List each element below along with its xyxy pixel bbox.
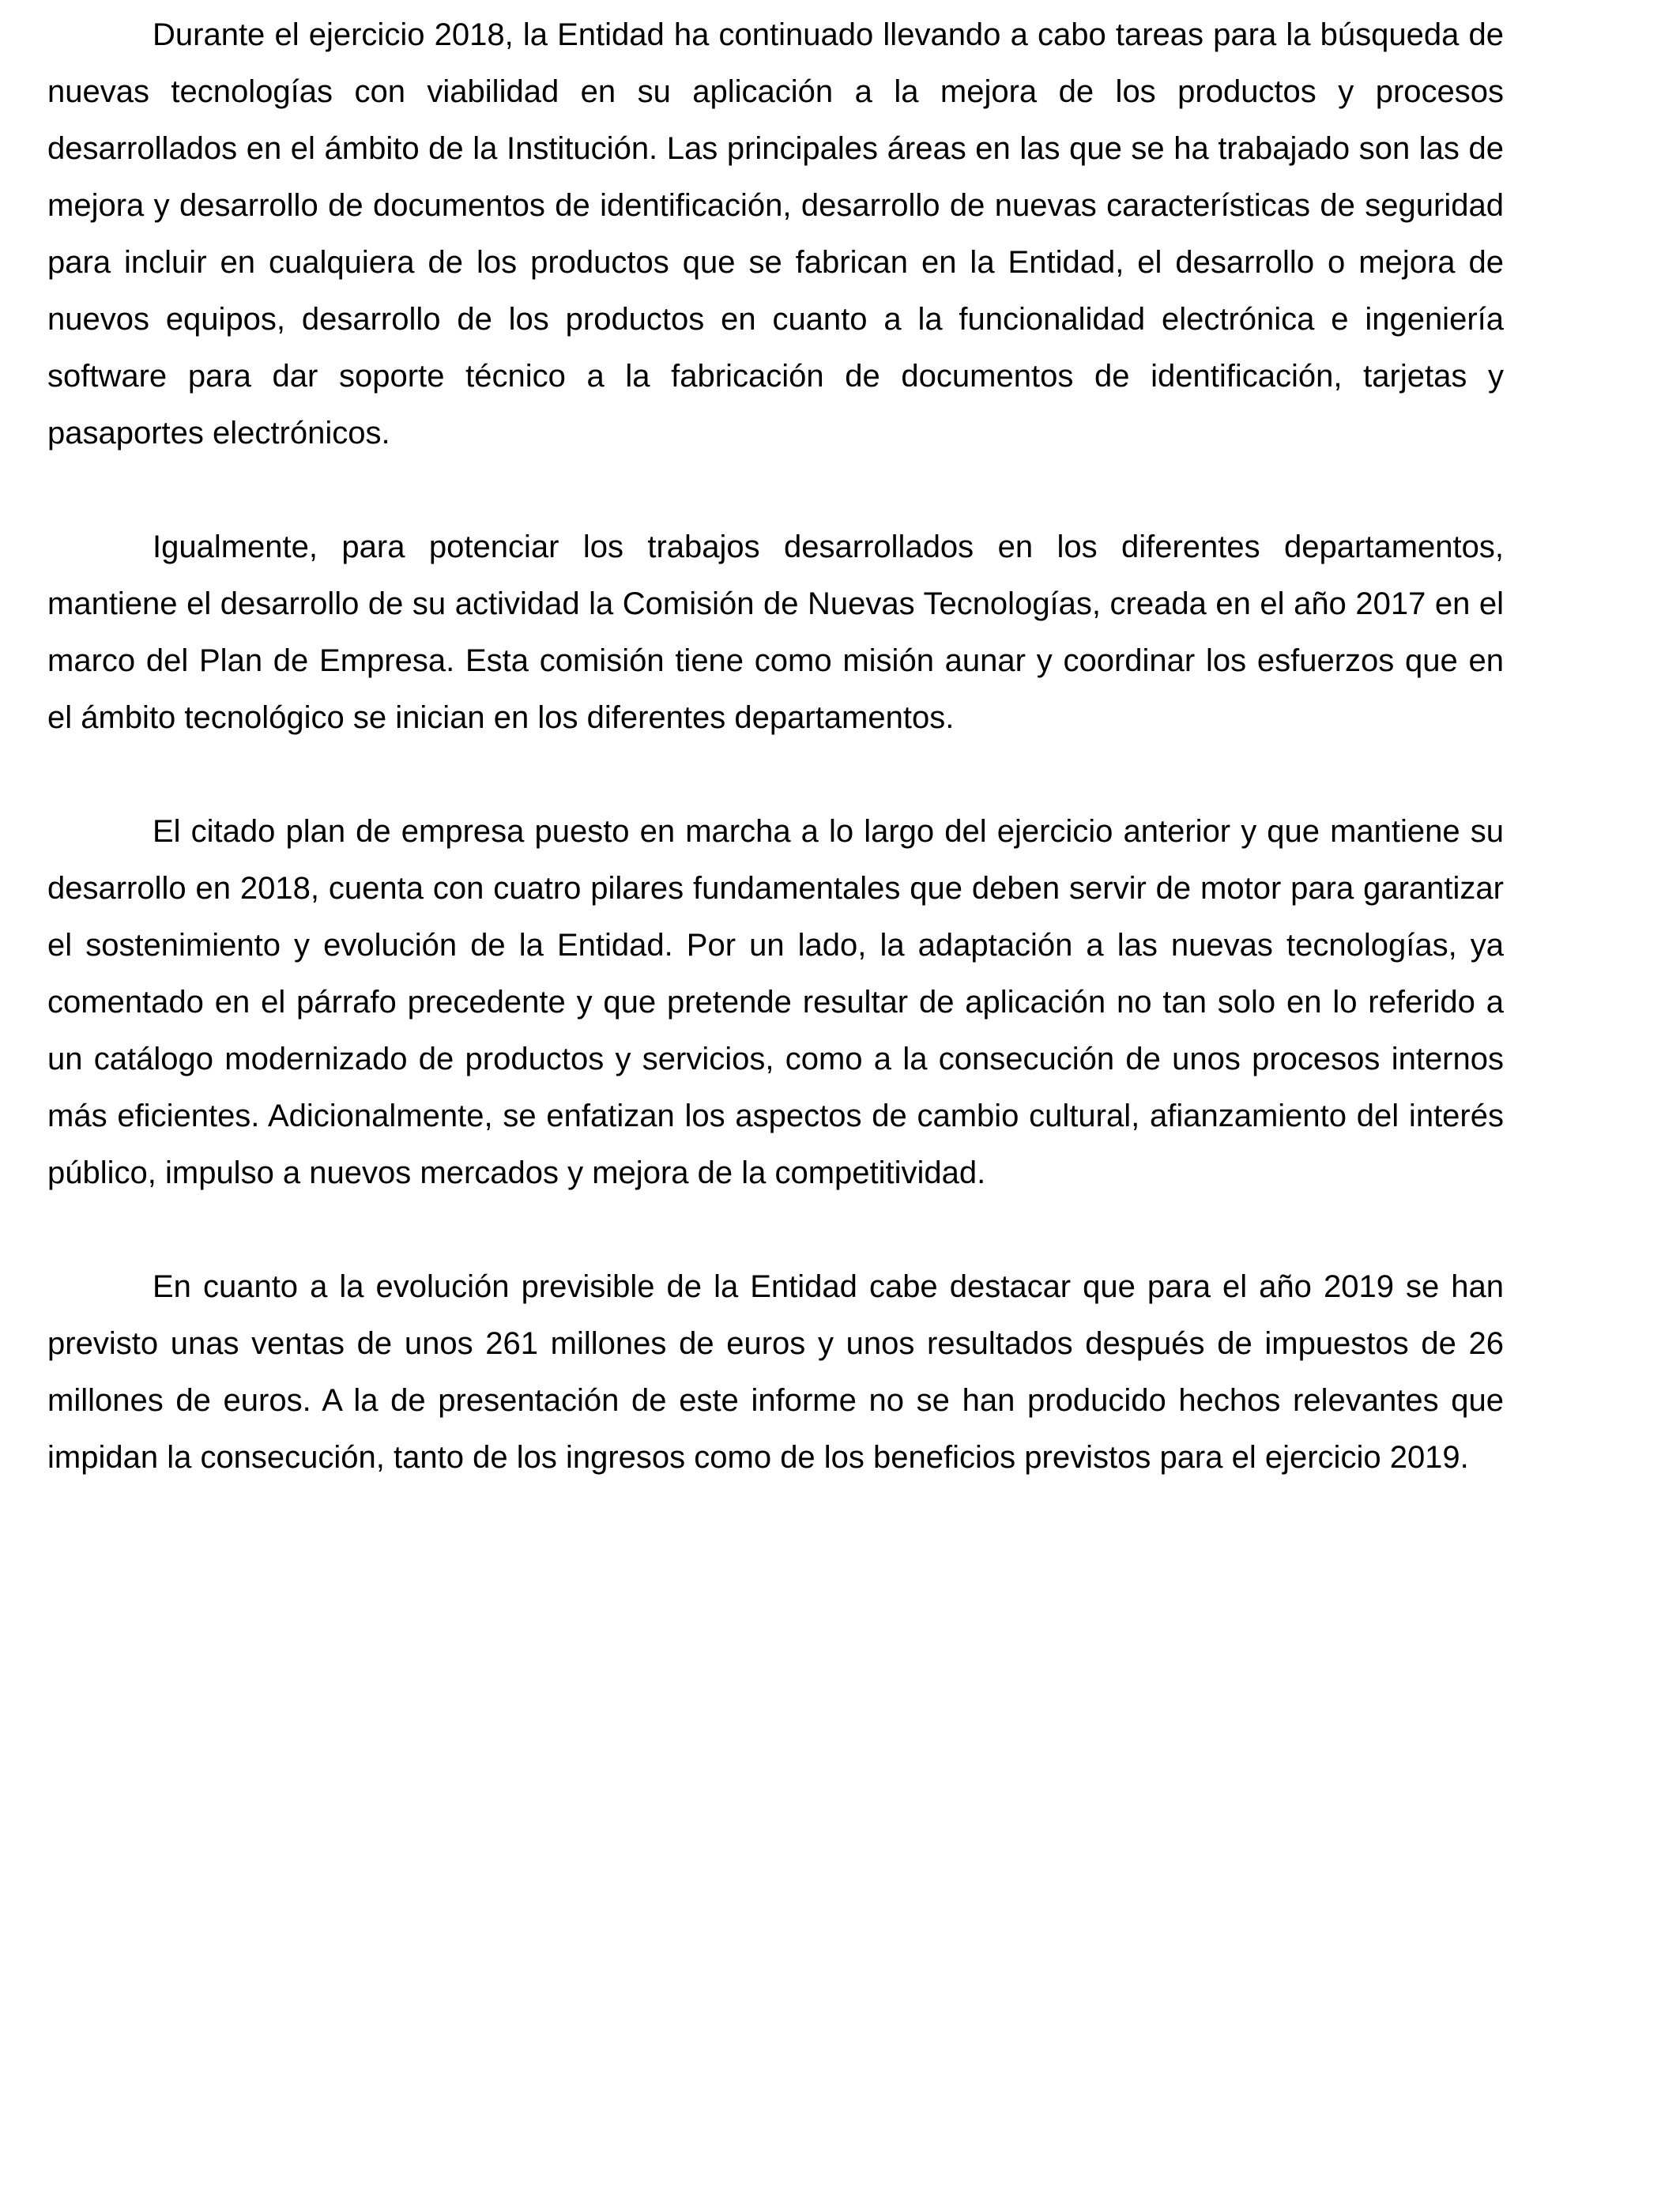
paragraph-comision: Igualmente, para potenciar los trabajos desarrollados en los diferentes departamentos, mantiene el desarrollo de su actividad la Comisión de Nuevas Tecnologías, creada en el año 2017 en el marco del Plan de Empresa. Esta comisión tiene como misión aunar y coordinar los esfuerzos que en el ámbito tecnológico se inician en los diferentes departamentos.: [47, 530, 1504, 735]
paragraph-plan-de-empresa: El citado plan de empresa puesto en marcha a lo largo del ejercicio anterior y que mantiene su desarrollo en 2018, cuenta con cuatro pilares fundamentales que deben servir de motor para garantizar el sostenimiento y evolución de la Entidad. Por un lado, la adaptación a las nuevas tecnologías, ya comentado en el párrafo precedente y que pretende resultar de aplicación no tan solo en lo referido a un catálogo modernizado de productos y servicios, como a la consecución de unos procesos internos más eficientes. Adicionalmente, se enfatizan los aspectos de cambio cultural, afianzamiento del interés público, impulso a nuevos mercados y mejora de la competitividad.: [47, 814, 1504, 1190]
document-body: [47, 6, 1504, 1486]
paragraph-nuevas-tecnologias: Durante el ejercicio 2018, la Entidad ha continuado llevando a cabo tareas para la búsqueda de nuevas tecnologías con viabilidad en su aplicación a la mejora de los productos y procesos desarrollados en el ámbito de la Institución. Las principales áreas en las que se ha trabajado son las de mejora y desarrollo de documentos de identificación, desarrollo de nuevas características de seguridad para incluir en cualquiera de los productos que se fabrican en la Entidad, el desarrollo o mejora de nuevos equipos, desarrollo de los productos en cuanto a la funcionalidad electrónica e ingeniería software para dar soporte técnico a la fabricación de documentos de identificación, tarjetas y pasaportes electrónicos.: [47, 17, 1504, 450]
paragraph-evolucion-previsible: En cuanto a la evolución previsible de la Entidad cabe destacar que para el año 2019 se han previsto unas ventas de unos 261 millones de euros y unos resultados después de impuestos de 26 millones de euros. A la de presentación de este informe no se han producido hechos relevantes que impidan la consecución, tanto de los ingresos como de los beneficios previstos para el ejercicio 2019.: [47, 1269, 1504, 1475]
